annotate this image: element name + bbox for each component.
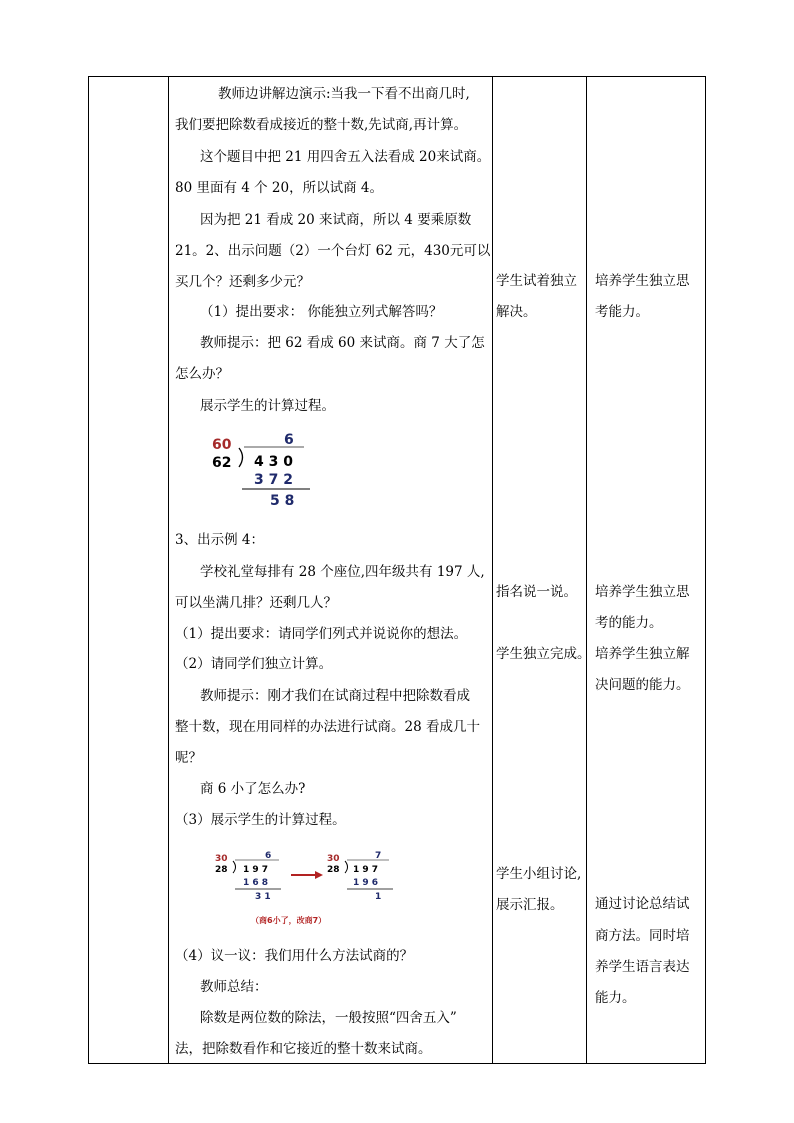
text-line: 展示学生的计算过程。 bbox=[200, 398, 335, 414]
division-left bbox=[215, 851, 281, 902]
text-line: 因为把 21 看成 20 来试商，所以 4 要乘原数 bbox=[200, 212, 472, 228]
remainder: 3 1 bbox=[255, 892, 271, 902]
text-line: （1）提出要求： 你能独立列式解答吗？ bbox=[200, 304, 443, 320]
text-line: 考的能力。 bbox=[595, 615, 663, 631]
text-line: 法，把除数看作和它接近的整十数来试商。 bbox=[175, 1041, 432, 1057]
text-line: 除数是两位数的除法，一般按照“四舍五入” bbox=[200, 1010, 457, 1026]
text-line: 商方法。同时培 bbox=[595, 928, 690, 944]
text-line: 商 6 小了怎么办? bbox=[200, 781, 306, 797]
divisor: 62 bbox=[212, 455, 232, 471]
text-line: 培养学生独立思 bbox=[595, 584, 690, 600]
text-line: 教师总结： bbox=[200, 979, 268, 995]
text-line: 80 里面有 4 个 20，所以试商 4。 bbox=[175, 180, 383, 196]
text-line: 学生独立完成。 bbox=[496, 646, 591, 662]
text-line: （3）展示学生的计算过程。 bbox=[175, 812, 346, 828]
division-bracket bbox=[233, 861, 236, 873]
arrow-right-icon bbox=[291, 871, 323, 879]
text-line: 3、出示例 4： bbox=[175, 532, 264, 548]
division-caption: （商6小了，改商7） bbox=[251, 916, 327, 925]
quotient-digit: 6 bbox=[265, 851, 272, 861]
text-line: 能力。 bbox=[595, 990, 636, 1006]
text-line: 整十数，现在用同样的办法进行试商。28 看成几十 bbox=[175, 719, 480, 735]
text-line: （2）请同学们独立计算。 bbox=[175, 656, 333, 672]
dividend: 1 9 7 bbox=[353, 865, 379, 875]
product: 1 9 6 bbox=[353, 878, 379, 888]
text-line: 怎么办？ bbox=[175, 366, 229, 382]
column-divider bbox=[168, 77, 169, 1063]
text-line: 学生小组讨论, bbox=[496, 866, 582, 882]
remainder: 5 8 bbox=[270, 493, 295, 509]
text-line: 学校礼堂每排有 28 个座位,四年级共有 197 人, bbox=[200, 564, 485, 580]
column-divider bbox=[492, 77, 493, 1063]
trial-divisor: 30 bbox=[215, 854, 228, 864]
text-line: 我们要把除数看成接近的整十数,先试商,再计算。 bbox=[175, 117, 468, 133]
divisor: 28 bbox=[327, 865, 340, 875]
text-line: 解决。 bbox=[496, 304, 537, 320]
text-line: 培养学生独立思 bbox=[595, 273, 690, 289]
trial-divisor: 30 bbox=[327, 854, 340, 864]
divisor: 28 bbox=[215, 865, 228, 875]
text-line: （1）提出要求：请同学们列式并说说你的想法。 bbox=[175, 626, 468, 642]
product: 3 7 2 bbox=[254, 472, 293, 488]
text-line: 呢？ bbox=[175, 750, 202, 766]
text-line: 培养学生独立解 bbox=[595, 646, 690, 662]
division-bracket bbox=[239, 448, 243, 467]
text-line: 教师提示：把 62 看成 60 来试商。商 7 大了怎 bbox=[200, 335, 485, 351]
quotient-digit: 7 bbox=[375, 851, 382, 861]
quotient-digit: 6 bbox=[284, 432, 294, 448]
text-line: 展示汇报。 bbox=[496, 897, 564, 913]
text-line: 指名说一说。 bbox=[496, 584, 577, 600]
text-line: 这个题目中把 21 用四舍五入法看成 20来试商。 bbox=[200, 149, 491, 165]
lesson-table bbox=[88, 76, 706, 1064]
remainder: 1 bbox=[375, 892, 382, 902]
text-line: 决问题的能力。 bbox=[595, 677, 690, 693]
text-line: 教师边讲解边演示:当我一下看不出商几时, bbox=[218, 86, 470, 102]
long-division-diagram-2 bbox=[211, 847, 411, 929]
dividend: 4 3 0 bbox=[254, 454, 293, 470]
text-line: 通过讨论总结试 bbox=[595, 896, 690, 912]
dividend: 1 9 7 bbox=[243, 865, 269, 875]
text-line: 21。2、出示问题（2）一个台灯 62 元，430元可以 bbox=[175, 243, 491, 259]
division-bracket bbox=[345, 861, 348, 873]
product: 1 6 8 bbox=[243, 878, 269, 888]
trial-divisor: 60 bbox=[212, 437, 232, 453]
division-right bbox=[327, 851, 393, 902]
text-line: （4）议一议：我们用什么方法试商的？ bbox=[175, 948, 414, 964]
text-line: 可以坐满几排？还剩几人？ bbox=[175, 595, 337, 611]
text-line: 教师提示：刚才我们在试商过程中把除数看成 bbox=[200, 688, 470, 704]
text-line: 考能力。 bbox=[595, 304, 649, 320]
text-line: 养学生语言表达 bbox=[595, 959, 690, 975]
column-divider bbox=[586, 77, 587, 1063]
text-line: 买几个？还剩多少元？ bbox=[175, 274, 310, 290]
text-line: 学生试着独立 bbox=[496, 273, 577, 289]
long-division-diagram-1 bbox=[204, 429, 324, 511]
